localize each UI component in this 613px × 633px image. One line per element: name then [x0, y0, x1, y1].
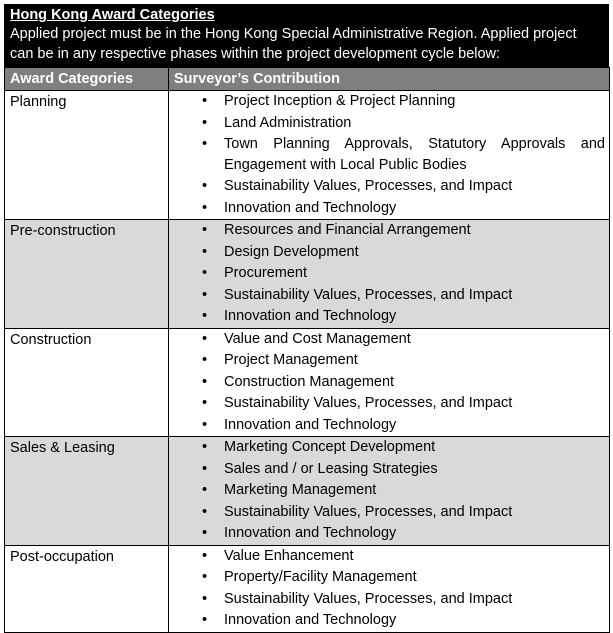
contribution-cell: [169, 437, 610, 546]
list-item: [169, 480, 605, 502]
list-item: [169, 198, 605, 220]
bullet-icon: •: [202, 330, 208, 347]
table-row: [5, 91, 610, 220]
contribution-cell: [169, 91, 610, 220]
bullet-icon: •: [202, 114, 208, 131]
list-item: [169, 393, 605, 415]
list-item: [169, 415, 605, 437]
bullet-icon: •: [202, 395, 208, 411]
bullet-icon: •: [202, 136, 208, 152]
list-item-text: Project Management: [224, 352, 358, 368]
bullet-icon: •: [202, 569, 208, 585]
list-item-text: Sustainability Values, Processes, and Impact: [224, 395, 513, 411]
award-categories-table: [4, 67, 610, 633]
list-item-text: Design Development: [224, 243, 359, 260]
list-item: [169, 220, 605, 242]
document-description: Applied project must be in the Hong Kong Special Administrative Region. Applied project can be in any respective phases within the project development cycle below:: [10, 26, 577, 62]
contribution-cell: [169, 328, 610, 437]
list-item: [169, 91, 605, 113]
list-item: [169, 329, 605, 351]
bullet-icon: •: [202, 482, 208, 498]
bullet-icon: •: [202, 547, 208, 564]
list-item: [169, 372, 605, 394]
bullet-icon: •: [202, 352, 208, 368]
list-item: [169, 176, 605, 198]
category-cell: [5, 328, 169, 437]
list-item: [169, 567, 605, 589]
bullet-icon: •: [202, 590, 208, 607]
contribution-list: [169, 329, 609, 437]
list-item-text: Marketing Management: [224, 482, 377, 498]
column-header-surveyor-contribution: Surveyor’s Contribution: [169, 68, 610, 91]
list-item-text: Sustainability Values, Processes, and Impact: [224, 590, 513, 607]
list-item-text: Sales and / or Leasing Strategies: [224, 460, 438, 477]
list-item-text: Project Inception & Project Planning: [224, 93, 456, 109]
list-item-text: Land Administration: [224, 114, 352, 131]
list-item-text: Resources and Financial Arrangement: [224, 222, 471, 238]
bullet-icon: •: [202, 503, 208, 520]
list-item: [169, 113, 605, 135]
award-categories-document: [4, 4, 609, 633]
list-item: [169, 589, 605, 611]
category-cell: [5, 437, 169, 546]
category-label: Pre-construction: [10, 223, 116, 239]
list-item-text: Marketing Concept Development: [224, 439, 436, 455]
list-item-text: Innovation and Technology: [224, 308, 397, 324]
bullet-icon: •: [202, 243, 208, 260]
list-item: [169, 242, 605, 264]
list-item-text: Sustainability Values, Processes, and Impact: [224, 178, 513, 194]
bullet-icon: •: [202, 416, 208, 433]
category-label: Planning: [10, 94, 67, 110]
bullet-icon: •: [202, 460, 208, 477]
column-header-award-categories: Award Categories: [5, 68, 169, 91]
list-item-text: Innovation and Technology: [224, 525, 397, 541]
list-item: [169, 306, 605, 328]
contribution-cell: [169, 220, 610, 329]
list-item: [169, 610, 605, 632]
list-item: [169, 502, 605, 524]
header-block: [4, 4, 609, 67]
list-item: [169, 263, 605, 285]
list-item: [169, 459, 605, 481]
bullet-icon: •: [202, 286, 208, 303]
list-item-text: Value and Cost Management: [224, 330, 411, 347]
category-label: Sales & Leasing: [10, 440, 115, 456]
category-cell: [5, 91, 169, 220]
category-label: Post-occupation: [10, 548, 114, 565]
list-item: [169, 134, 605, 176]
list-item: [169, 437, 605, 459]
list-item-text: Innovation and Technology: [224, 199, 397, 216]
bullet-icon: •: [202, 525, 208, 541]
document-title: Hong Kong Award Categories: [10, 7, 215, 23]
list-item-text: Sustainability Values, Processes, and Impact: [224, 286, 513, 303]
category-cell: [5, 220, 169, 329]
category-label: Construction: [10, 331, 92, 348]
contribution-cell: [169, 545, 610, 632]
list-item-text: Town Planning Approvals, Statutory Approvals and Engagement with Local Public Bodies: [224, 136, 605, 173]
contribution-list: [169, 220, 609, 328]
table-row: [5, 328, 610, 437]
list-item-text: Innovation and Technology: [224, 416, 397, 433]
list-item-text: Innovation and Technology: [224, 612, 397, 628]
list-item-text: Procurement: [224, 265, 308, 281]
bullet-icon: •: [202, 439, 208, 455]
contribution-list: [169, 546, 609, 632]
contribution-list: [169, 91, 609, 219]
table-body: [5, 91, 610, 633]
list-item: [169, 350, 605, 372]
list-item-text: Construction Management: [224, 373, 395, 390]
bullet-icon: •: [202, 612, 208, 628]
bullet-icon: •: [202, 265, 208, 281]
table-header-row: [5, 68, 610, 91]
bullet-icon: •: [202, 222, 208, 238]
contribution-list: [169, 437, 609, 545]
list-item-text: Value Enhancement: [224, 547, 354, 564]
table-row: [5, 437, 610, 546]
list-item: [169, 285, 605, 307]
bullet-icon: •: [202, 373, 208, 390]
list-item-text: Sustainability Values, Processes, and Impact: [224, 503, 513, 520]
list-item: [169, 523, 605, 545]
bullet-icon: •: [202, 178, 208, 194]
table-row: [5, 220, 610, 329]
category-cell: [5, 545, 169, 632]
bullet-icon: •: [202, 199, 208, 216]
bullet-icon: •: [202, 308, 208, 324]
list-item-text: Property/Facility Management: [224, 569, 417, 585]
bullet-icon: •: [202, 93, 208, 109]
list-item: [169, 546, 605, 568]
table-row: [5, 545, 610, 632]
